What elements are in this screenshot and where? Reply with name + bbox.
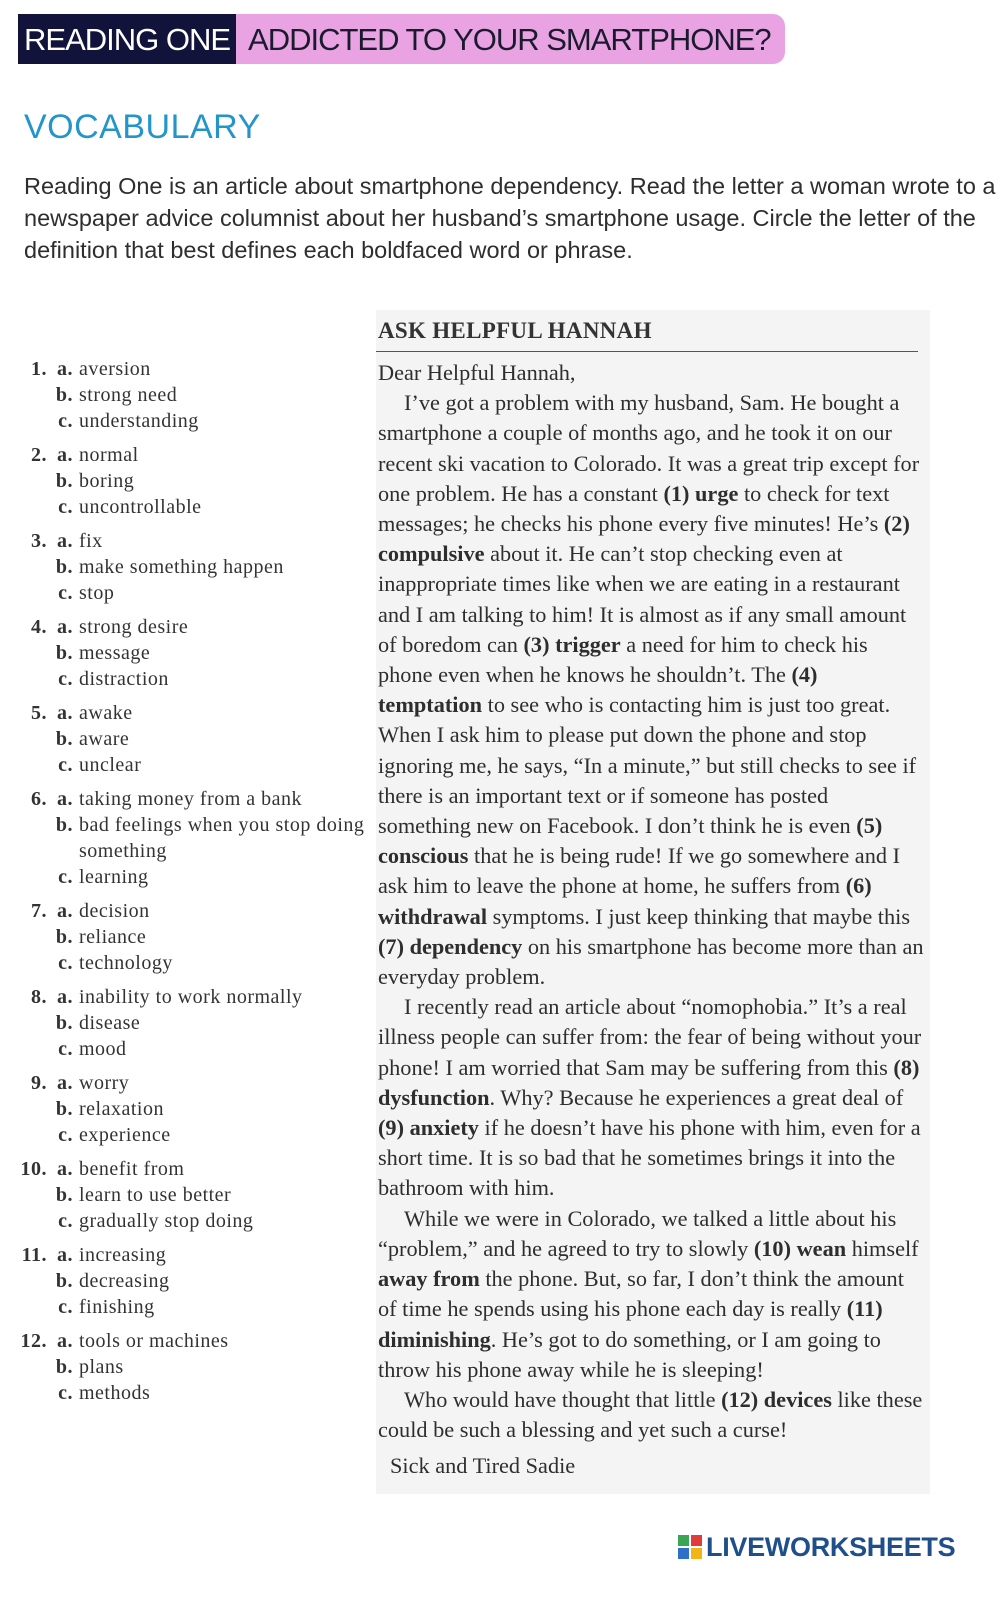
number-spacer [8, 950, 47, 976]
option-text: reliance [79, 926, 147, 948]
paragraph-text: on his smartphone has become more than an everyday problem. [378, 933, 924, 990]
number-spacer [8, 1182, 47, 1208]
option-text: taking money from a bank [79, 788, 303, 810]
option-text: understanding [79, 410, 199, 432]
option-letter: c. [58, 866, 73, 888]
option-text: bad feelings when you stop doing something [79, 814, 365, 862]
paragraph-text: if he doesn’t have his phone with him, even for a short time. It is so bad that he sometimes brings it into the bathroom with him. [378, 1115, 921, 1201]
option-text: learning [79, 866, 149, 888]
question-item [8, 614, 368, 692]
option-text: gradually stop doing [79, 1210, 254, 1232]
option-letter: c. [58, 1038, 73, 1060]
option-text: decreasing [79, 1270, 170, 1292]
number-spacer [8, 1036, 47, 1062]
answer-option[interactable] [8, 1070, 368, 1096]
option-text: disease [79, 1012, 141, 1034]
answer-option[interactable] [8, 700, 368, 726]
number-spacer [8, 408, 47, 434]
section-title: VOCABULARY [24, 108, 261, 146]
vocabulary-word: away from [378, 1266, 480, 1292]
question-item [8, 442, 368, 520]
answer-option[interactable] [8, 580, 368, 606]
number-spacer [8, 812, 47, 864]
option-text: tools or machines [79, 1330, 229, 1352]
answer-option[interactable] [8, 640, 368, 666]
option-text: finishing [79, 1296, 155, 1318]
reading-header [18, 14, 785, 64]
option-letter: c. [58, 582, 73, 604]
vocabulary-question-list [8, 356, 368, 1414]
answer-option[interactable] [8, 1242, 368, 1268]
option-text: technology [79, 952, 173, 974]
question-item [8, 528, 368, 606]
option-letter: c. [58, 1296, 73, 1318]
question-item [8, 786, 368, 890]
article-divider [376, 351, 918, 352]
answer-option[interactable] [8, 1182, 368, 1208]
option-letter: b. [55, 728, 73, 750]
number-spacer [8, 864, 47, 890]
option-text: decision [79, 900, 150, 922]
question-number: 1. [31, 358, 47, 380]
option-letter: b. [55, 1098, 73, 1120]
paragraph-text: like these could be such a blessing and yet such a curse! [378, 1386, 923, 1443]
option-letter: a. [57, 358, 73, 380]
option-letter: a. [57, 1158, 73, 1180]
option-text: methods [79, 1382, 151, 1404]
option-text: unclear [79, 754, 142, 776]
option-text: worry [79, 1072, 130, 1094]
question-number: 2. [31, 444, 47, 466]
answer-option[interactable] [8, 1268, 368, 1294]
option-text: fix [79, 530, 103, 552]
number-spacer [8, 924, 47, 950]
answer-option[interactable] [8, 468, 368, 494]
question-item [8, 1070, 368, 1148]
liveworksheets-logo-icon [678, 1535, 702, 1559]
number-spacer [8, 580, 47, 606]
number-spacer [8, 382, 47, 408]
number-spacer [8, 1122, 47, 1148]
option-letter: b. [55, 1356, 73, 1378]
question-item [8, 700, 368, 778]
paragraph-text: that he is being rude! If we go somewhere and I ask him to leave the phone at home, he suffers from [378, 843, 900, 899]
article-paragraph [378, 388, 926, 992]
question-item [8, 1156, 368, 1234]
option-text: mood [79, 1038, 127, 1060]
brand-name: LIVEWORKSHEETS [706, 1531, 956, 1562]
question-number: 4. [31, 616, 47, 638]
article-signature: Sick and Tired Sadie [390, 1453, 576, 1479]
option-letter: b. [55, 1184, 73, 1206]
option-text: message [79, 642, 151, 664]
option-letter: c. [58, 1124, 73, 1146]
option-text: normal [79, 444, 139, 466]
number-spacer [8, 726, 47, 752]
question-item [8, 898, 368, 976]
option-letter: a. [57, 1330, 73, 1352]
paragraph-text: . He’s got to do something, or I am going to throw his phone away while he is sleeping! [378, 1326, 881, 1382]
option-letter: b. [55, 1012, 73, 1034]
answer-option[interactable] [8, 786, 368, 812]
vocabulary-word: (5) conscious [378, 813, 883, 869]
answer-option[interactable] [8, 1010, 368, 1036]
paragraph-text: about it. He can’t stop checking even at inappropriate times like when we are eating in a restaurant and I am talking to him! It is almost as if any small amount of boredom can [378, 541, 907, 657]
article-title: ASK HELPFUL HANNAH [378, 318, 652, 343]
answer-option[interactable] [8, 752, 368, 778]
option-letter: c. [58, 952, 73, 974]
vocabulary-word: (7) dependency [378, 933, 523, 959]
answer-option[interactable] [8, 666, 368, 692]
option-text: strong need [79, 384, 178, 406]
answer-option[interactable] [8, 950, 368, 976]
answer-option[interactable] [8, 1156, 368, 1182]
article-paragraph [378, 1204, 926, 1385]
option-text: distraction [79, 668, 169, 690]
option-letter: b. [55, 470, 73, 492]
option-text: aversion [79, 358, 151, 380]
paragraph-text: himself [846, 1235, 919, 1261]
number-spacer [8, 1096, 47, 1122]
option-letter: b. [55, 556, 73, 578]
instructions [24, 170, 996, 266]
option-letter: b. [55, 1270, 73, 1292]
logo-square [691, 1535, 702, 1546]
article-paragraph [378, 992, 926, 1203]
option-text: inability to work normally [79, 986, 303, 1008]
answer-option[interactable] [8, 726, 368, 752]
reading-topic: ADDICTED TO YOUR SMARTPHONE? [236, 14, 785, 64]
question-number: 7. [31, 900, 47, 922]
vocabulary-word: (11) diminishing [378, 1296, 883, 1352]
answer-option[interactable] [8, 382, 368, 408]
paragraph-text: I’ve got a problem with my husband, Sam. He bought a smartphone a couple of months ago, and he took it on our recent ski vacation to Colorado. It was a great trip except for one problem. He has a constant [378, 390, 920, 506]
number-spacer [8, 1268, 47, 1294]
answer-option[interactable] [8, 864, 368, 890]
option-text: increasing [79, 1244, 167, 1266]
vocabulary-word: (6) withdrawal [378, 873, 872, 929]
answer-option[interactable] [8, 356, 368, 382]
question-number: 3. [31, 530, 47, 552]
option-text: make something happen [79, 556, 284, 578]
option-letter: a. [57, 444, 73, 466]
option-text: awake [79, 702, 133, 724]
number-spacer [8, 752, 47, 778]
paragraph-text: symptoms. I just keep thinking that maybe this [487, 903, 911, 929]
number-spacer [8, 1294, 47, 1320]
option-letter: a. [57, 788, 73, 810]
vocabulary-word: (10) wean [753, 1235, 847, 1261]
question-number: 11. [21, 1244, 47, 1266]
option-letter: a. [57, 1244, 73, 1266]
question-number: 10. [20, 1158, 47, 1180]
question-item [8, 1328, 368, 1406]
option-text: uncontrollable [79, 496, 202, 518]
option-letter: a. [57, 530, 73, 552]
option-letter: c. [58, 1210, 73, 1232]
question-item [8, 356, 368, 434]
option-text: boring [79, 470, 135, 492]
number-spacer [8, 1208, 47, 1234]
option-text: strong desire [79, 616, 189, 638]
vocabulary-word: (9) anxiety [378, 1115, 479, 1141]
answer-option[interactable] [8, 812, 368, 864]
answer-option[interactable] [8, 528, 368, 554]
option-text: experience [79, 1124, 171, 1146]
answer-option[interactable] [8, 1380, 368, 1406]
number-spacer [8, 554, 47, 580]
option-letter: a. [57, 900, 73, 922]
logo-square [678, 1535, 689, 1546]
reading-tag: READING ONE [18, 14, 236, 64]
answer-option[interactable] [8, 614, 368, 640]
option-text: aware [79, 728, 130, 750]
paragraph-text: I recently read an article about “nomophobia.” It’s a real illness people can suffer from: the fear of being without your phone! I am worried that Sam may be suffering from this [378, 994, 922, 1080]
option-text: plans [79, 1356, 124, 1378]
option-letter: b. [55, 926, 73, 948]
paragraph-text: to check for text messages; he checks his phone every five minutes! He’s [378, 480, 890, 537]
option-text: benefit from [79, 1158, 185, 1180]
answer-option[interactable] [8, 1294, 368, 1320]
paragraph-text: to see who is contacting him is just too great. When I ask him to please put down the phone and stop ignoring me, he says, “In a minute,” but still checks to see if there is an important text or if someone has posted something new on Facebook. I don’t think he is even [378, 692, 917, 839]
answer-option[interactable] [8, 442, 368, 468]
answer-option[interactable] [8, 1036, 368, 1062]
vocabulary-word: (4) temptation [378, 662, 818, 718]
number-spacer [8, 494, 47, 520]
answer-option[interactable] [8, 984, 368, 1010]
option-letter: a. [57, 702, 73, 724]
advice-letter [376, 310, 930, 1494]
answer-option[interactable] [8, 494, 368, 520]
option-letter: b. [55, 814, 73, 836]
option-letter: c. [58, 410, 73, 432]
number-spacer [8, 666, 47, 692]
answer-option[interactable] [8, 1096, 368, 1122]
paragraph-text: . Why? Because he experiences a great deal of [489, 1084, 904, 1110]
number-spacer [8, 640, 47, 666]
article-paragraph [378, 1385, 926, 1445]
option-text: learn to use better [79, 1184, 232, 1206]
vocabulary-word: (1) urge [663, 480, 739, 506]
question-number: 9. [31, 1072, 47, 1094]
vocabulary-word: (3) trigger [523, 631, 621, 657]
paragraph-text: Who would have thought that little [404, 1386, 722, 1412]
instructions-text: Reading One is an article about smartphone dependency. Read the letter a woman wrote to a newspaper advice columnist about her husband’s smartphone usage. Circle the letter of the definition that best defines each boldfaced word or phrase. [24, 173, 996, 263]
option-letter: b. [55, 384, 73, 406]
number-spacer [8, 468, 47, 494]
answer-option[interactable] [8, 924, 368, 950]
paragraph-text: the phone. But, so far, I don’t think the amount of time he spends using his phone each day is really [378, 1266, 904, 1322]
question-item [8, 1242, 368, 1320]
answer-option[interactable] [8, 408, 368, 434]
option-letter: c. [58, 496, 73, 518]
answer-option[interactable] [8, 1208, 368, 1234]
vocabulary-word: (12) devices [721, 1386, 832, 1412]
paragraph-text: a need for him to check his phone even when he knows he shouldn’t. The [378, 631, 868, 688]
answer-option[interactable] [8, 898, 368, 924]
answer-option[interactable] [8, 1122, 368, 1148]
liveworksheets-brand [678, 1530, 955, 1564]
logo-square [691, 1548, 702, 1559]
question-item [8, 984, 368, 1062]
article-body [376, 358, 926, 1445]
vocabulary-word: (8) dysfunction [378, 1054, 920, 1110]
option-letter: a. [57, 1072, 73, 1094]
question-number: 8. [31, 986, 47, 1008]
answer-option[interactable] [8, 554, 368, 580]
paragraph-text: While we were in Colorado, we talked a little about his “problem,” and he agreed to try to slowly [378, 1205, 897, 1261]
logo-square [678, 1548, 689, 1559]
article-greeting: Dear Helpful Hannah, [378, 360, 576, 385]
option-text: stop [79, 582, 115, 604]
option-letter: c. [58, 754, 73, 776]
option-letter: a. [57, 616, 73, 638]
number-spacer [8, 1354, 47, 1380]
number-spacer [8, 1380, 47, 1406]
answer-option[interactable] [8, 1328, 368, 1354]
question-number: 12. [20, 1330, 47, 1352]
option-letter: c. [58, 1382, 73, 1404]
option-text: relaxation [79, 1098, 164, 1120]
option-letter: a. [57, 986, 73, 1008]
option-letter: c. [58, 668, 73, 690]
question-number: 5. [31, 702, 47, 724]
number-spacer [8, 1010, 47, 1036]
vocabulary-word: (2) compulsive [378, 511, 910, 567]
answer-option[interactable] [8, 1354, 368, 1380]
option-letter: b. [55, 642, 73, 664]
question-number: 6. [31, 788, 47, 810]
